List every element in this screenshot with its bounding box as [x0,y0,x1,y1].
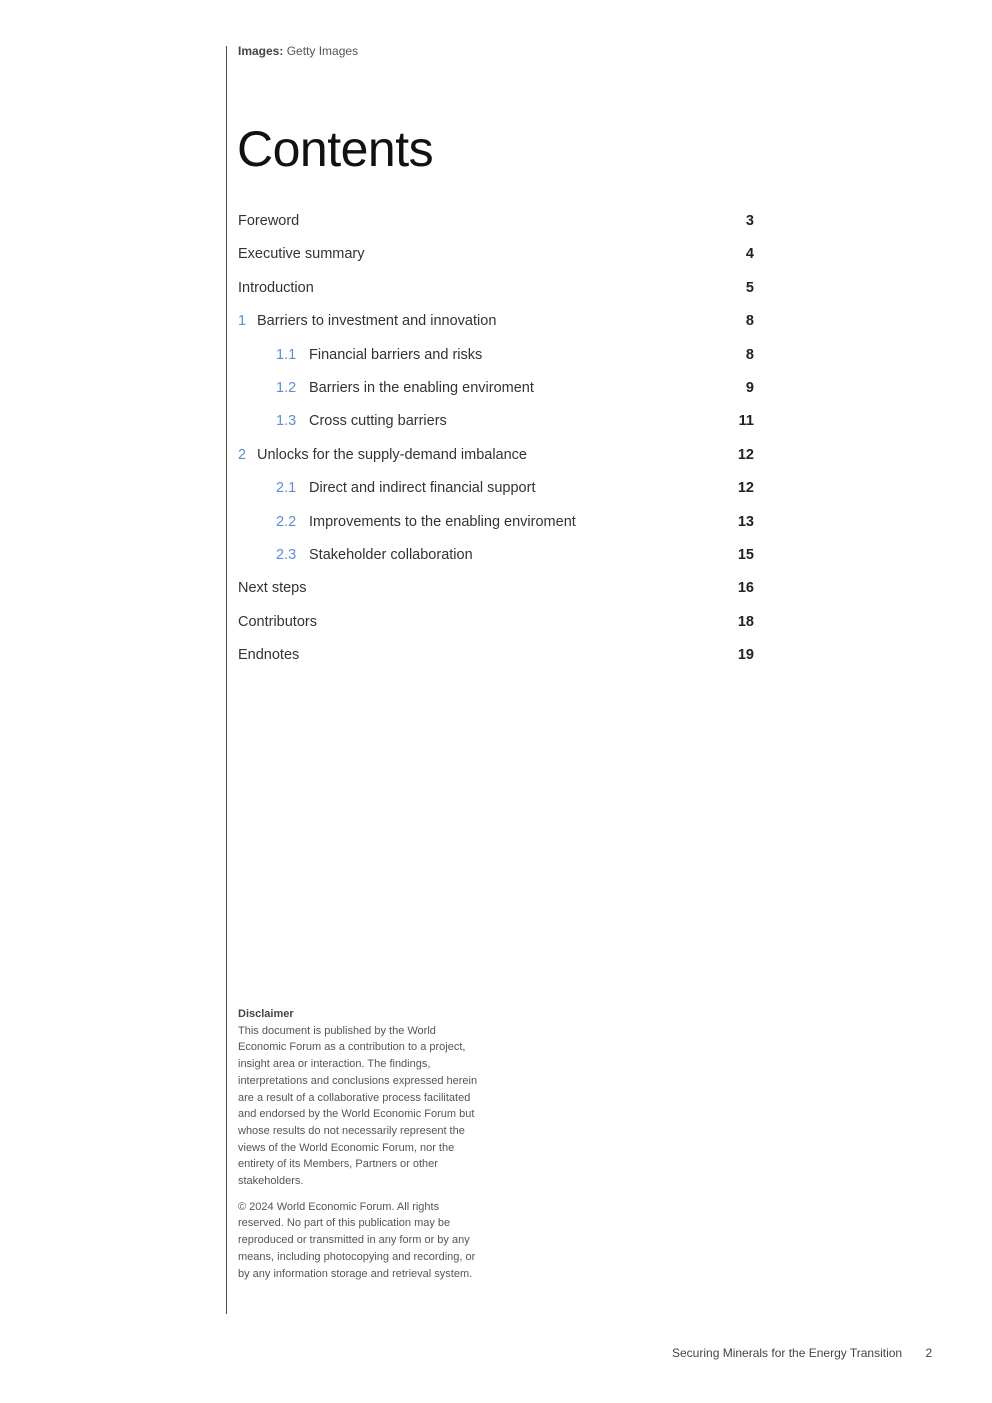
disclaimer [238,1006,478,1291]
table-of-contents [238,205,754,672]
toc-section-number: 2.1 [276,480,297,497]
toc-entry[interactable] [238,238,754,271]
toc-entry-label: Executive summary [238,246,365,263]
toc-entry-label: Introduction [238,279,314,296]
toc-page-number: 5 [745,279,754,296]
toc-entry-label: Barriers to investment and innovation [257,313,497,330]
toc-page-number: 15 [737,546,754,563]
toc-entry[interactable] [238,305,754,338]
toc-entry[interactable] [238,472,754,505]
toc-entry[interactable] [238,539,754,572]
toc-entry-label: Contributors [238,613,317,630]
disclaimer-heading: Disclaimer [238,1008,294,1020]
toc-entry-label: Cross cutting barriers [309,413,447,430]
toc-entry[interactable] [238,205,754,238]
toc-entry-label: Direct and indirect financial support [309,480,536,497]
toc-entry-label: Next steps [238,580,307,597]
toc-entry-label: Stakeholder collaboration [309,546,473,563]
toc-page-number: 13 [737,513,754,530]
toc-entry-label: Endnotes [238,647,300,664]
toc-entry[interactable] [238,272,754,305]
toc-page-number: 4 [745,246,754,263]
toc-section-number: 2 [238,446,247,463]
footer-publication-title: Securing Minerals for the Energy Transition [672,1346,903,1360]
toc-section-number: 1.1 [276,346,297,363]
toc-entry[interactable] [238,506,754,539]
toc-page-number: 8 [745,346,754,363]
disclaimer-body: This document is published by the World Economic Forum as a contribution to a project, insight area or interaction. The findings, interpretations and conclusions expressed herein are a result of a collaborative process facilitated and endorsed by the World Economic Forum but whose results do not necessarily represent the views of the World Economic Forum, nor the entirety of its Members, Partners or other stakeholders. [238,1024,478,1188]
image-credit [238,44,358,58]
toc-page-number: 18 [737,613,754,630]
toc-entry[interactable] [238,372,754,405]
toc-entry[interactable] [238,439,754,472]
toc-entry[interactable] [238,572,754,605]
toc-section-number: 1.2 [276,379,297,396]
image-credit-label: Images: [238,44,284,58]
page-title: Contents [237,121,434,177]
toc-page-number: 8 [745,313,754,330]
toc-page-number: 16 [737,580,754,597]
toc-entry[interactable] [238,339,754,372]
toc-section-number: 1.3 [276,413,297,430]
toc-entry-label: Foreword [238,213,300,229]
toc-page-number: 11 [738,413,754,430]
toc-entry-label: Financial barriers and risks [309,346,483,363]
toc-page-number: 3 [745,213,754,229]
toc-page-number: 19 [737,647,754,664]
image-credit-value: Getty Images [286,44,359,58]
toc-section-number: 1 [238,313,247,330]
toc-section-number: 2.3 [276,546,297,563]
toc-entry[interactable] [238,606,754,639]
footer-page-number: 2 [925,1346,933,1360]
toc-page-number: 12 [737,480,754,497]
toc-entry[interactable] [238,405,754,438]
toc-page-number: 12 [737,446,754,463]
toc-entry-label: Unlocks for the supply-demand imbalance [257,446,527,463]
toc-page-number: 9 [745,379,754,396]
vertical-rule [226,46,227,1314]
toc-entry[interactable] [238,639,754,672]
toc-section-number: 2.2 [276,513,297,530]
copyright-notice: © 2024 World Economic Forum. All rights reserved. No part of this publication may be reproduced or transmitted in any form or by any means, including photocopying and recording, or by any information storage and retrieval system. [238,1200,476,1280]
toc-entry-label: Improvements to the enabling enviroment [309,513,576,530]
toc-entry-label: Barriers in the enabling enviroment [309,379,534,396]
page-footer [672,1346,932,1360]
